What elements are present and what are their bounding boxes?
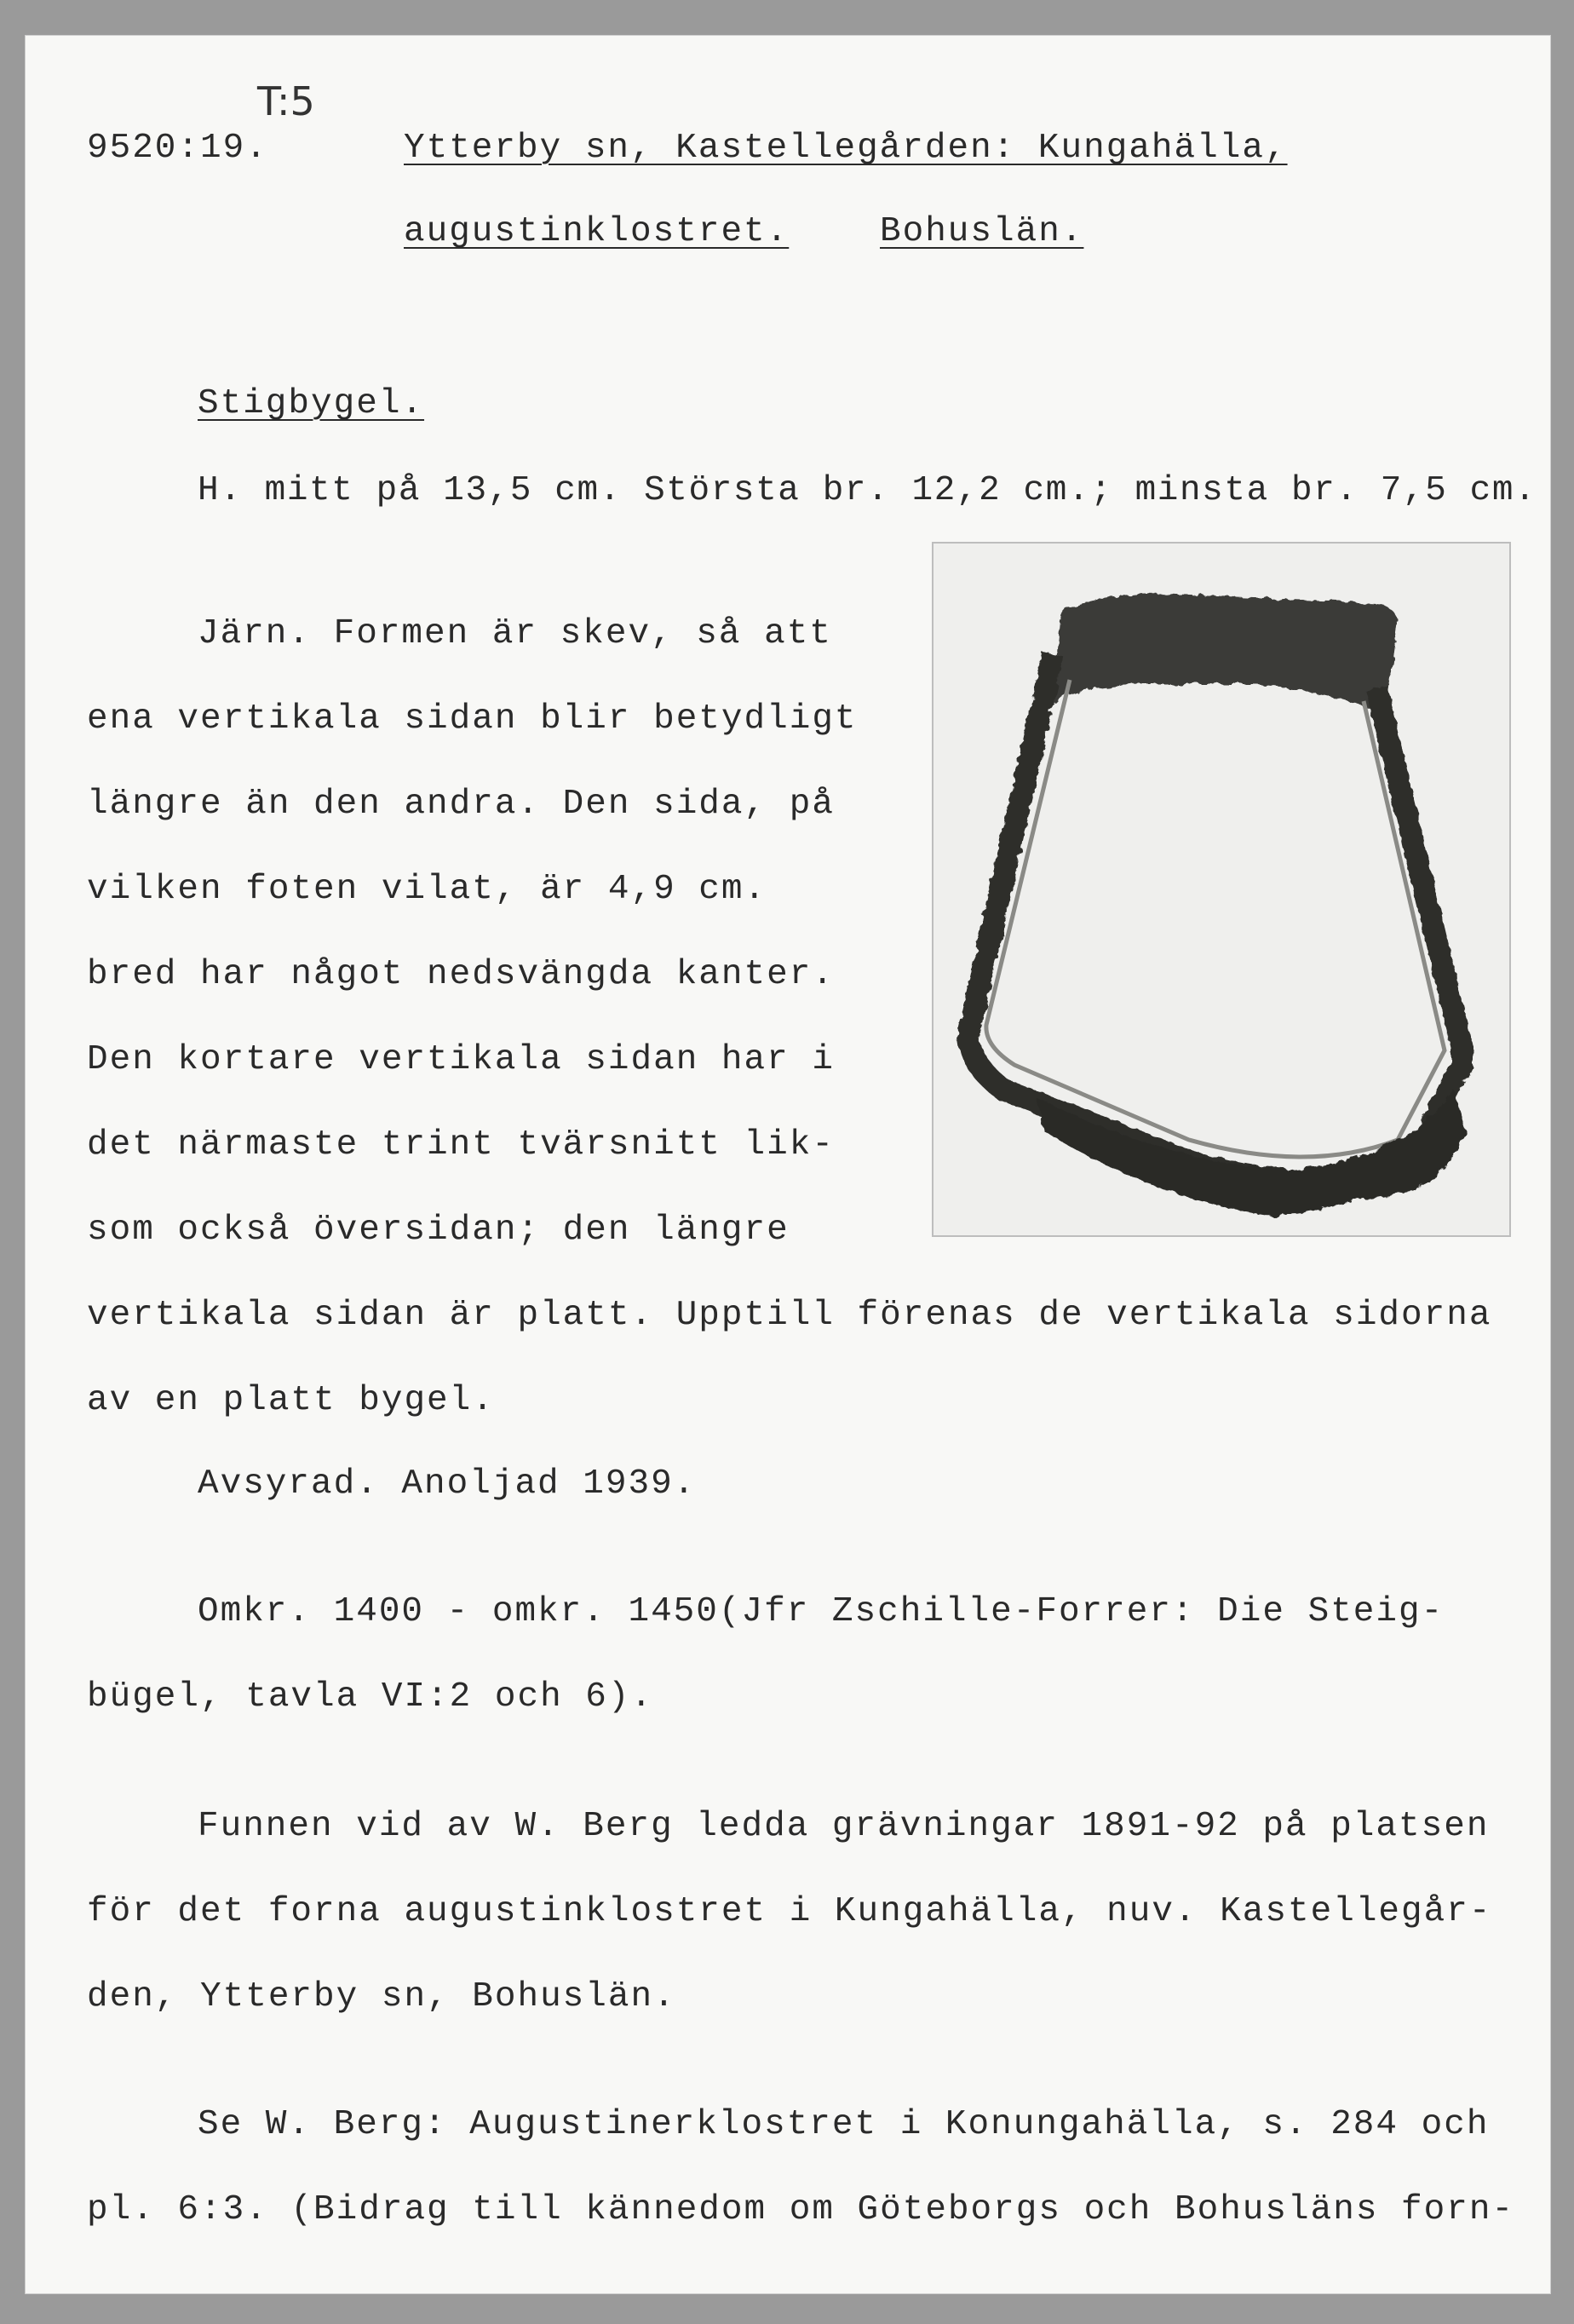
stirrup-image (933, 544, 1509, 1235)
conservation-note: Avsyrad. Anoljad 1939. (198, 1464, 697, 1504)
handwritten-code: T:5 (257, 78, 315, 124)
measurements: H. mitt på 13,5 cm. Största br. 12,2 cm.; minsta br. 7,5 cm. (198, 471, 1537, 510)
description-line-2: ena vertikala sidan blir betydligt (87, 699, 858, 739)
description-line-10: av en platt bygel. (87, 1381, 495, 1420)
locality-line-2: augustinklostret. (404, 212, 790, 251)
object-name: Stigbygel. (198, 384, 425, 423)
description-line-5: bred har något nedsvängda kanter. (87, 955, 835, 994)
description-line-3: längre än den andra. Den sida, på (87, 785, 835, 824)
description-line-4: vilken foten vilat, är 4,9 cm. (87, 870, 767, 909)
find-line-2: för det forna augustinklostret i Kungahälla, nuv. Kastellegår- (87, 1892, 1492, 1931)
dating-line-1: Omkr. 1400 - omkr. 1450(Jfr Zschille-Forrer: Die Steig- (198, 1592, 1445, 1631)
stirrup-photograph (932, 542, 1511, 1237)
description-line-9: vertikala sidan är platt. Upptill förenas de vertikala sidorna (87, 1296, 1492, 1335)
description-line-7: det närmaste trint tvärsnitt lik- (87, 1125, 835, 1165)
description-line-8: som också översidan; den längre (87, 1211, 790, 1250)
description-line-6: Den kortare vertikala sidan har i (87, 1040, 835, 1079)
reference-line-1: Se W. Berg: Augustinerklostret i Konungahälla, s. 284 och (198, 2105, 1490, 2144)
locality-line-1: Ytterby sn, Kastellegården: Kungahälla, (404, 129, 1288, 168)
catalog-card (26, 36, 1550, 2293)
reference-line-2: pl. 6:3. (Bidrag till kännedom om Göteborgs och Bohusläns forn- (87, 2190, 1515, 2229)
description-line-1: Järn. Formen är skev, så att (198, 614, 832, 653)
find-line-1: Funnen vid av W. Berg ledda grävningar 1891-92 på platsen (198, 1807, 1490, 1846)
dating-line-2: bügel, tavla VI:2 och 6). (87, 1677, 654, 1717)
province: Bohuslän. (880, 212, 1084, 251)
catalog-number: 9520:19. (87, 129, 268, 168)
find-line-3: den, Ytterby sn, Bohuslän. (87, 1977, 676, 2016)
